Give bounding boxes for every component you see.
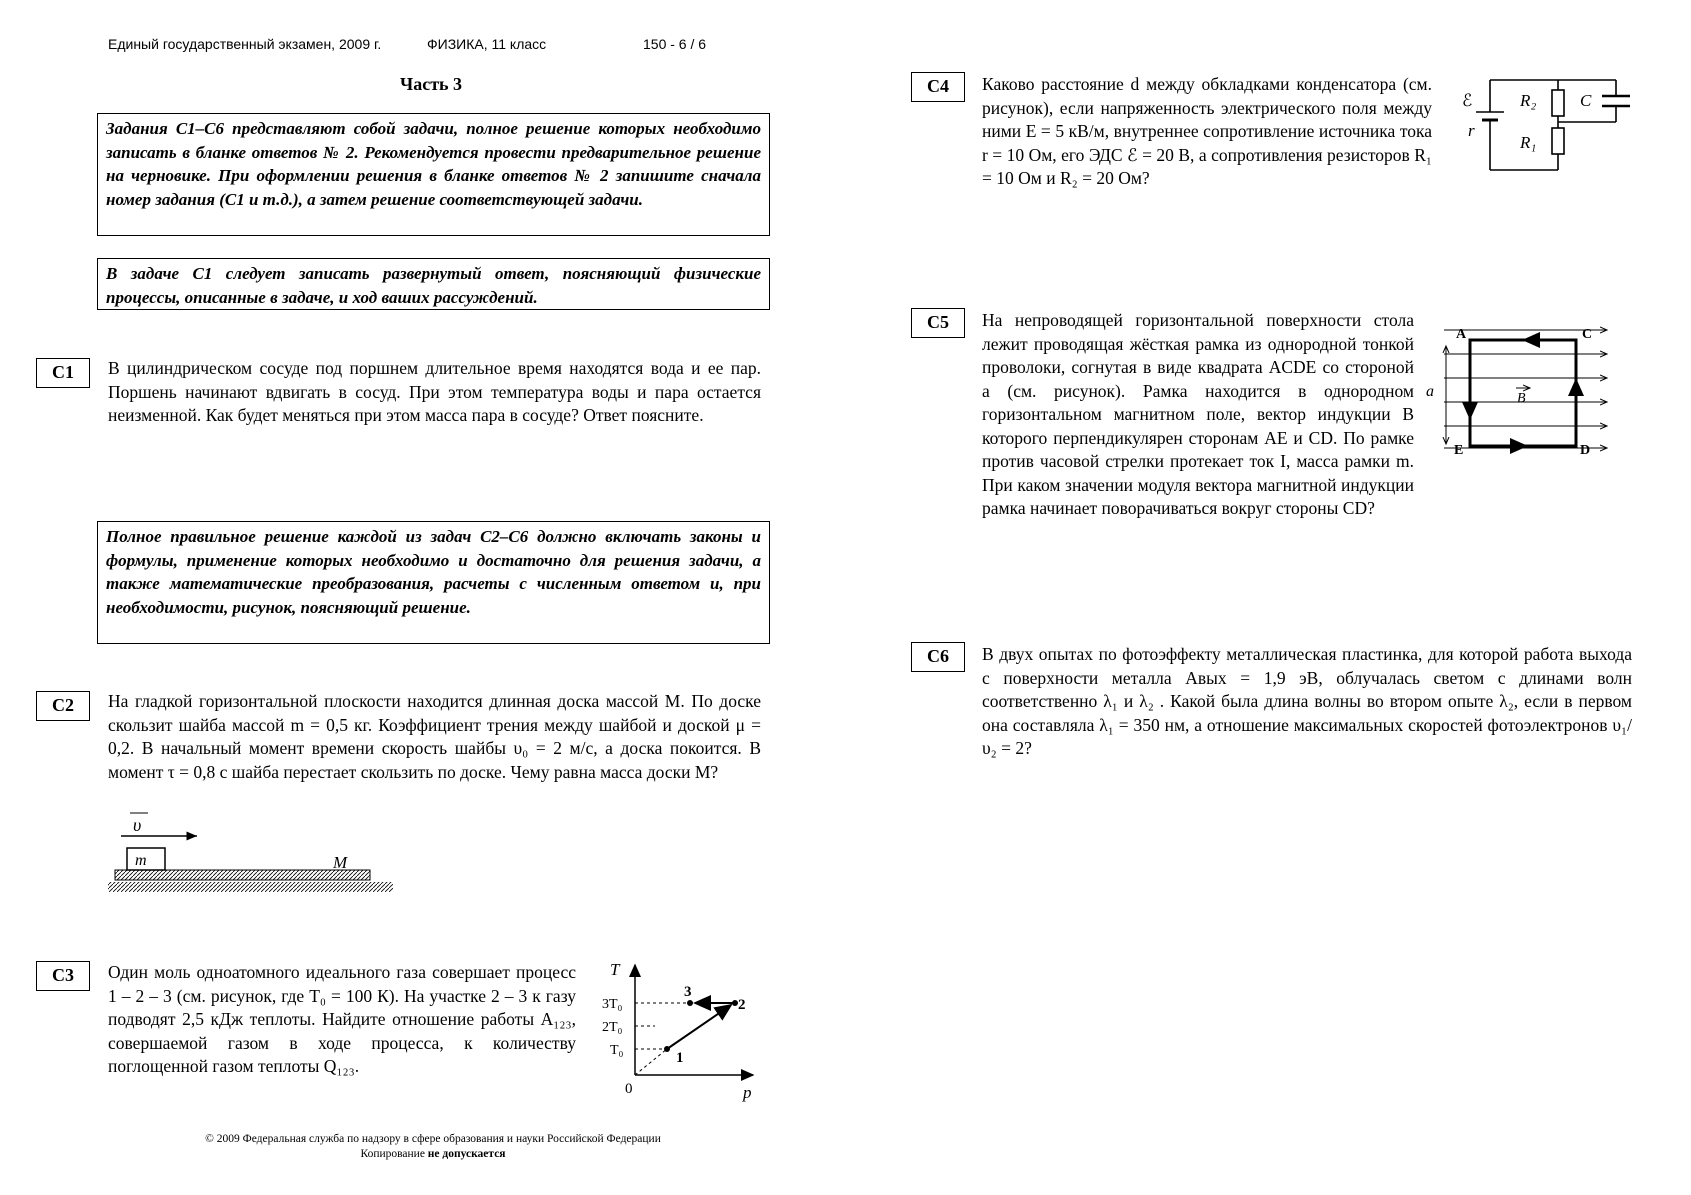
c5-label-d: D: [1580, 443, 1591, 458]
task-label-c3: С3: [36, 961, 90, 991]
c1-instruction-box: В задаче С1 следует записать развернутый ответ, поясняющий физические процессы, описанные в задаче, и ход ваших рассуждений.: [97, 258, 770, 310]
field-lines: [1444, 330, 1607, 448]
c3-figure: [595, 955, 765, 1105]
c3-label-3: 3: [684, 984, 692, 1000]
task-text-c5: На непроводящей горизонтальной поверхности стола лежит проводящая жёсткая рамка из однородной тонкой проволоки, согнутая в виде квадрата ACDE со стороной a (см. рисунок). Рамка находится в однородном горизонтальном магнитном поле, вектор индукции B которого перпендикулярен сторонам AE и CD. По рамке против часовой стрелки протекает ток I, масса рамки m. При каком значении модуля вектора магнитной индукции рамка начинает поворачиваться вокруг стороны CD?: [982, 310, 1414, 518]
footer: [108, 1132, 758, 1162]
task-text-c5-part1: [982, 309, 1414, 521]
c4-circuit: [1458, 68, 1633, 183]
task-text-c4: Каково расстояние d между обкладками конденсатора (см. рисунок), если напряженность электрического поля между ними E = 5 кВ/м, внутреннее сопротивление источника тока r = 10 Ом, его ЭДС ℰ = 20 В, а сопротивления резисторов R₁ = 10 Ом и R₂ = 20 Ом?: [982, 74, 1432, 188]
c4-r-label: r: [1468, 121, 1475, 140]
c4-r2-label: R₂: [1520, 91, 1537, 110]
c5-label-e: E: [1454, 443, 1464, 458]
board: [115, 870, 370, 880]
footer-copy-prefix: Копирование: [360, 1148, 428, 1160]
task-label-c1: С1: [36, 358, 90, 388]
footer-copy-note: [108, 1147, 758, 1162]
c3-t-label: T: [610, 960, 620, 979]
c5-label-a: A: [1456, 327, 1467, 342]
c3-segment-12: [667, 1005, 731, 1049]
c5-b-label: B: [1517, 391, 1526, 406]
c2-figure: [105, 808, 405, 898]
task-label-c5: С5: [911, 308, 965, 338]
c3-p-label: p: [743, 1083, 752, 1102]
footer-copy-bold: не допускается: [427, 1148, 506, 1160]
surface: [108, 882, 393, 892]
resistor-r1: [1552, 128, 1564, 154]
task-text-c6: В двух опытах по фотоэффекту металлическая пластинка, для которой работа выхода с поверхности металла Aвых = 1,9 эВ, облучалась светом с длинами волн соответственно λ₁ и λ₂ . Какой была длина волны во втором опыте λ₂, если в первом она составляла λ₁ = 350 нм, а отношение максимальных скоростей фотоэлектронов υ₁/υ₂ = 2?: [982, 644, 1632, 758]
c3-label-1: 1: [676, 1050, 684, 1066]
c2c6-instruction-box: Полное правильное решение каждой из задач С2–С6 должно включать законы и формулы, применение которых необходимо и достаточно для решения задачи, а также математические преобразования, расчеты с численным ответом и, при необходимости, рисунок, поясняющий решение.: [97, 521, 770, 644]
c3-point-1: [664, 1046, 670, 1052]
c2-velocity-label: υ: [133, 815, 142, 835]
c4-r1-label: R₁: [1520, 133, 1537, 152]
header-exam: Единый государственный экзамен, 2009 г.: [108, 36, 382, 52]
c3-tick-3t0: 3T₀: [602, 997, 623, 1012]
task-label-c6: С6: [911, 642, 965, 672]
c5-figure: [1424, 320, 1614, 460]
task-label-c4: С4: [911, 72, 965, 102]
c3-point-3: [687, 1000, 693, 1006]
task-text-c3: Один моль одноатомного идеального газа совершает процесс 1 – 2 – 3 (см. рисунок, где T₀ = 100 К). На участке 2 – 3 к газу подводят 2,5 кДж теплоты. Найдите отношение работы A₁₂₃, совершаемой газом в ходе процесса, к количеству поглощенной газом теплоты Q₁₂₃.: [108, 962, 576, 1076]
task-label-c2: С2: [36, 691, 90, 721]
c3-tick-2t0: 2T₀: [602, 1020, 623, 1035]
intro-box: Задания С1–С6 представляют собой задачи, полное решение которых необходимо записать в бланке ответов № 2. Рекомендуется провести предварительное решение на черновике. При оформлении решения в бланке ответов № 2 запишите сначала номер задания (С1 и т.д.), а затем решение соответствующей задачи.: [97, 113, 770, 236]
c2-board-label: M: [333, 853, 348, 872]
task-text-c2: На гладкой горизонтальной плоскости находится длинная доска массой M. По доске скользит шайба массой m = 0,5 кг. Коэффициент трения между шайбой и доской μ = 0,2. В начальный момент времени скорость шайбы υ₀ = 2 м/с, а доска покоится. В момент τ = 0,8 с шайба перестает скользить по доске. Чему равна масса доски M?: [108, 691, 761, 782]
task-text-c1: В цилиндрическом сосуде под поршнем длительное время находятся вода и ее пар. Поршень начинают вдвигать в сосуд. При этом температура воды и пара остается неизменной. Как будет меняться при этом масса пара в сосуде? Ответ поясните.: [108, 358, 761, 425]
c2-puck-label: m: [135, 852, 147, 869]
c4-emf-label: ℰ: [1462, 91, 1473, 110]
c3-label-2: 2: [738, 997, 746, 1013]
c3-dash-origin: [635, 1049, 667, 1075]
part-title: Часть 3: [400, 74, 463, 94]
resistor-r2: [1552, 90, 1564, 116]
c3-tick-t0: T₀: [610, 1043, 624, 1058]
footer-copyright: © 2009 Федеральная служба по надзору в сфере образования и науки Российской Федерации: [205, 1133, 661, 1145]
header-subject: ФИЗИКА, 11 класс: [427, 36, 547, 52]
c4-c-label: C: [1580, 91, 1592, 110]
header-page: 150 - 6 / 6: [643, 36, 707, 52]
c3-origin: 0: [625, 1081, 633, 1097]
c5-label-c: C: [1582, 327, 1593, 342]
c5-side-label: a: [1426, 383, 1434, 400]
